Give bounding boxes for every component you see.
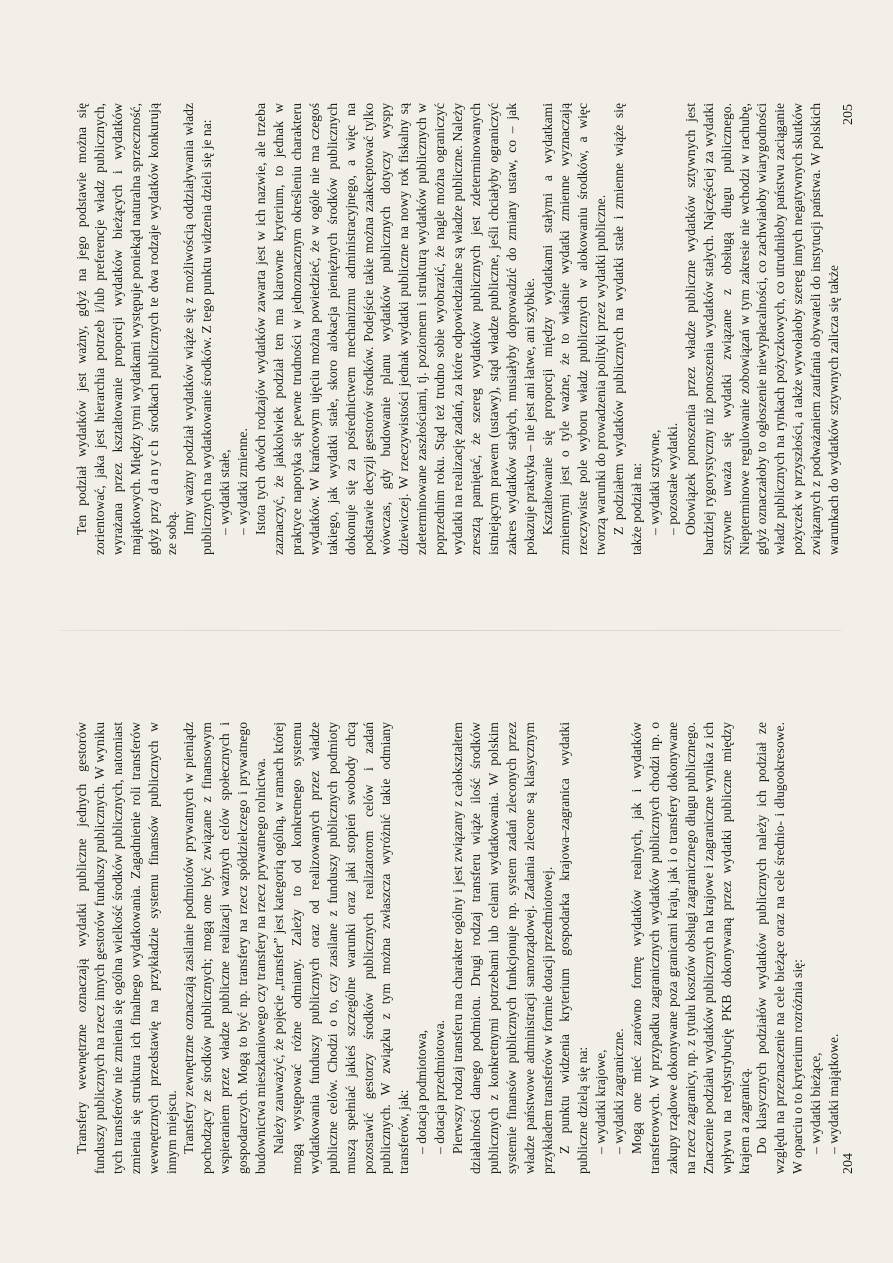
left-paragraph-1: Transfery wewnętrzne oznaczają wydatki publiczne jednych gestorów funduszy publicznych na rzecz innych gestorów funduszy publicznych. W wyniku tych transferów nie zmienia się ogólna wielkość środków publicznych, natomiast zmienia się struktura ich finalnego wydatkowania. Zagadnienie roli transferów wewnętrznych przedstawię na przykładzie systemu finansów publicznych w innym miejscu. bbox=[74, 722, 179, 1174]
right-paragraph-5: Z podziałem wydatków publicznych na wydatki stałe i zmienne wiąże się także podział na: bbox=[611, 103, 645, 555]
right-paragraph-1 bbox=[73, 103, 180, 555]
right-paragraph-1-end: środkach publicznych te dwa rodzaje wydatków konkurują ze sobą. bbox=[145, 103, 179, 555]
left-page bbox=[73, 722, 842, 1174]
list-item: – dotacja przedmiotowa. bbox=[431, 722, 449, 1174]
left-paragraph-3: Należy zauważyć, że pojęcie „transfer” jest kategorią ogólną, w ramach której mogą występować różne odmiany. Zależy to od konkretnego systemu wydatkowania funduszy publicznych oraz od realizowanych przez władze publiczne celów. Chodzi o to, czy zasilane z funduszy publicznych podmioty muszą spełniać jakieś szczególne warunki oraz jaki stopień swobody chcą pozostawić gestorzy środków publicznych realizatorom celów i zadań publicznych. W związku z tym można zwłaszcza wyróżnić takie odmiany transferów, jak: bbox=[270, 722, 412, 1174]
left-paragraph-4: Pierwszy rodzaj transferu ma charakter ogólny i jest związany z całokształtem działalności danego podmiotu. Drugi rodzaj transferu wiąże ilość środków publicznych z konkretnymi potrzebami lub celami wydatkowania. W polskim systemie finansów publicznych funkcjonuje np. system zadań zleconych przez władze państwowe administracji samorządowej. Zadania zlecone są klasycznym przykładem transferów w formie dotacji przedmiotowej. bbox=[450, 722, 555, 1174]
left-paragraph-7: Do klasycznych podziałów wydatków publicznych należy ich podział ze względu na przeznaczenie na cele bieżące oraz na cele średnio- i długookresowe. W oparciu o to kryterium rozróżnia się: bbox=[754, 722, 806, 1174]
list-item: – wydatki majątkowe. bbox=[825, 722, 843, 1174]
left-page-number: 204 bbox=[841, 1153, 856, 1174]
right-paragraph-3: Istota tych dwóch rodzajów wydatków zawarta jest w ich nazwie, ale trzeba zaznaczyć, że jakkolwiek podział ten ma klarowne kryterium, to jednak w praktyce napotyka się pewne trudności w jednoznacznym określeniu charakteru wydatków. W krańcowym ujęciu można powiedzieć, że w ogóle nie ma czegoś takiego, jak wydatki stałe, skoro alokacja pieniężnych środków publicznych dokonuje się za pośrednictwem mechanizmu administracyjnego, a więc na podstawie decyzji gestorów środków. Podejście takie można zaakceptować tylko wówczas, gdy budowanie planu wydatków publicznych dotyczy wyspy dziewiczej. W rzeczywistości jednak wydatki publiczne na nowy rok fiskalny są zdeterminowane zaszłościami, tj. poziomem i strukturą wydatków publicznych w poprzednim roku. Stąd też trudno sobie wyobrazić, że nagle można ograniczyć wydatki na realizację zadań, za które odpowiedzialne są władze publiczne. Należy zresztą pamiętać, że szereg wydatków publicznych jest zdeterminowanych istniejącym prawem (ustawy), stąd władze publiczne, jeśli chciałyby ograniczyć zakres wydatków stałych, musiałyby doprowadzić do zmiany ustaw, co – jak pokazuje praktyka – nie jest ani łatwe, ani szybkie. bbox=[253, 103, 537, 555]
list-item: – wydatki sztywne, bbox=[646, 103, 664, 555]
list-item: – wydatki krajowe, bbox=[592, 722, 610, 1174]
right-paragraph-1-spaced-word: danych bbox=[145, 437, 161, 495]
list-item: – wydatki zmienne. bbox=[234, 103, 252, 555]
list-item: – wydatki bieżące, bbox=[807, 722, 825, 1174]
left-list-3 bbox=[807, 722, 843, 1174]
left-paragraph-5: Z punktu widzenia kryterium gospodarka krajowa–zagranica wydatki publiczne dzielą się na: bbox=[557, 722, 591, 1174]
right-paragraph-1-start: Ten podział wydatków jest ważny, gdyż na jego podstawie można się zorientować, jaka jest hierarchia potrzeb i/lub preferencje władz publicznych, wyrażana przez kształtowanie proporcji wydatków bieżących i wydatków majątkowych. Między tymi wydatkami występuje poniekąd naturalna sprzeczność, gdyż przy bbox=[74, 103, 161, 555]
right-page-number: 205 bbox=[841, 104, 856, 125]
left-list-2 bbox=[592, 722, 628, 1174]
list-item: – dotacja podmiotowa, bbox=[413, 722, 431, 1174]
right-paragraph-4: Kształtowanie się proporcji między wydatkami stałymi a wydatkami zmiennymi jest o tyle ważne, że to właśnie wydatki zmienne wyznaczają rzeczywiste pole wyboru władz publicznych w alokowaniu środków, a więc tworzą warunki do prowadzenia polityki przez wydatki publiczne. bbox=[539, 103, 609, 555]
right-paragraph-6: Obowiązek ponoszenia przez władze publiczne wydatków sztywnych jest bardziej rygorystyczny niż ponoszenia wydatków stałych. Najczęściej za wydatki sztywne uważa się wydatki związane z obsługą długu publicznego. Niepterminowe regulowanie zobowiązań w tym zakresie nie wchodzi w rachubę, gdyż oznaczałoby to ogłoszenie niewypłacalności, co zachwiałoby wiarygodności władz publicznych na rynkach pożyczkowych, co utrudniłoby państwu zaciąganie pożyczek w przyszłości, a także wywołałoby szereg innych negatywnych skutków związanych z podważaniem zaufania obywateli do instytucji państwa. W polskich warunkach do wydatków sztywnych zalicza się także bbox=[682, 103, 842, 555]
left-list-1 bbox=[413, 722, 449, 1174]
book-gutter bbox=[61, 630, 841, 631]
list-item: – wydatki zagraniczne. bbox=[610, 722, 628, 1174]
right-paragraph-2: Inny ważny podział wydatków wiąże się z możliwością oddziaływania władz publicznych na wydatkowanie środków. Z tego punktu widzenia dzieli się je na: bbox=[181, 103, 215, 555]
rotated-spread bbox=[1, 0, 893, 1262]
right-page bbox=[73, 103, 842, 555]
left-paragraph-6: Mogą one mieć zarówno formę wydatków realnych, jak i wydatków transferowych. W przypadku zagranicznych wydatków publicznych chodzi np. o zakupy rządowe dokonywane poza granicami kraju, jak i o transfery dokonywane na rzecz zagranicy, np. z tytułu kosztów obsługi zagranicznego długu publicznego. Znaczenie podziału wydatków publicznych na krajowe i zagraniczne wynika z ich wpływu na redystrybucję PKB dokonywaną przez wydatki publiczne między krajem a zagranicą. bbox=[629, 722, 752, 1174]
left-paragraph-2: Transfery zewnętrzne oznaczają zasilanie podmiotów prywatnych w pieniądz pochodzący ze środków publicznych; mogą one być związane z finansowym wspieraniem przez władze publiczne realizacji ważnych celów społecznych i gospodarczych. Mogą to być np. transfery na rzecz spółdzielczego i prywatnego budownictwa mieszkaniowego czy transfery na rzecz prywatnego rolnictwa. bbox=[181, 722, 269, 1174]
right-list-1 bbox=[216, 103, 252, 555]
list-item: – wydatki stałe, bbox=[216, 103, 234, 555]
right-list-2 bbox=[646, 103, 682, 555]
list-item: – pozostałe wydatki. bbox=[664, 103, 682, 555]
